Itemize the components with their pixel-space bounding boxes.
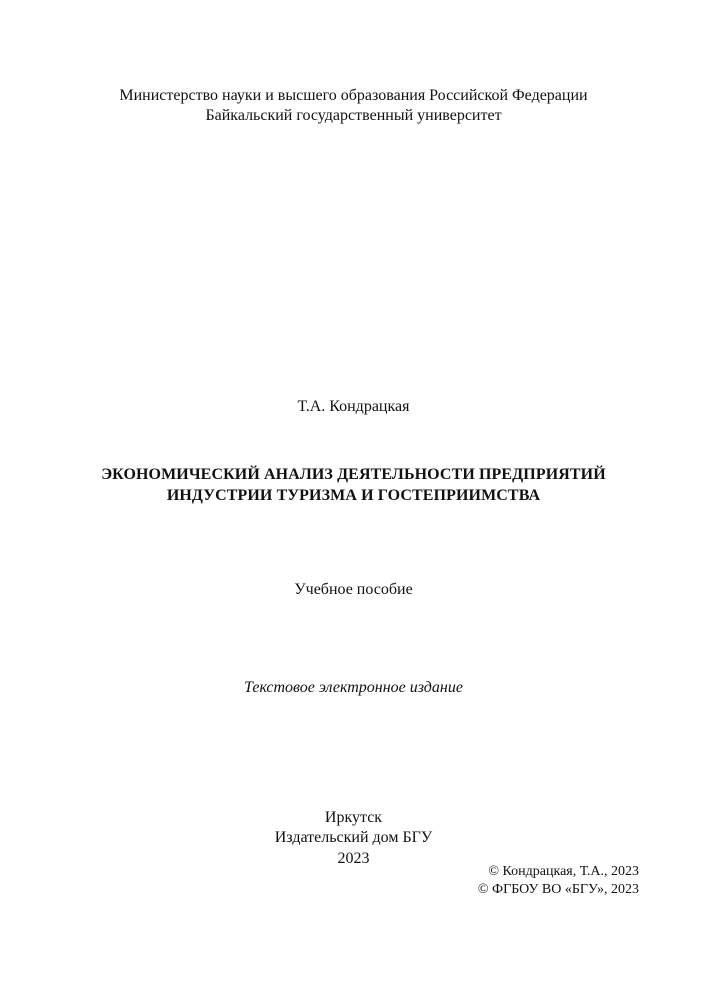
book-title-line-1: ЭКОНОМИЧЕСКИЙ АНАЛИЗ ДЕЯТЕЛЬНОСТИ ПРЕДПРИЯТИЙ xyxy=(101,466,606,483)
copyright-author: © Кондрацкая, Т.А., 2023 xyxy=(488,864,639,879)
imprint-year: 2023 xyxy=(337,850,370,867)
copyright-institution: © ФГБОУ ВО «БГУ», 2023 xyxy=(477,882,639,897)
university-name: Байкальский государственный университет xyxy=(205,107,502,124)
document-type: Учебное пособие xyxy=(294,581,413,598)
ministry-name: Министерство науки и высшего образования Российской Федерации xyxy=(119,87,588,104)
edition-note: Текстовое электронное издание xyxy=(244,679,463,696)
imprint-city: Иркутск xyxy=(324,809,383,826)
imprint-publisher: Издательский дом БГУ xyxy=(274,829,433,846)
book-title-line-2: ИНДУСТРИИ ТУРИЗМА И ГОСТЕПРИИМСТВА xyxy=(166,487,541,504)
author-name: Т.А. Кондрацкая xyxy=(297,398,410,415)
